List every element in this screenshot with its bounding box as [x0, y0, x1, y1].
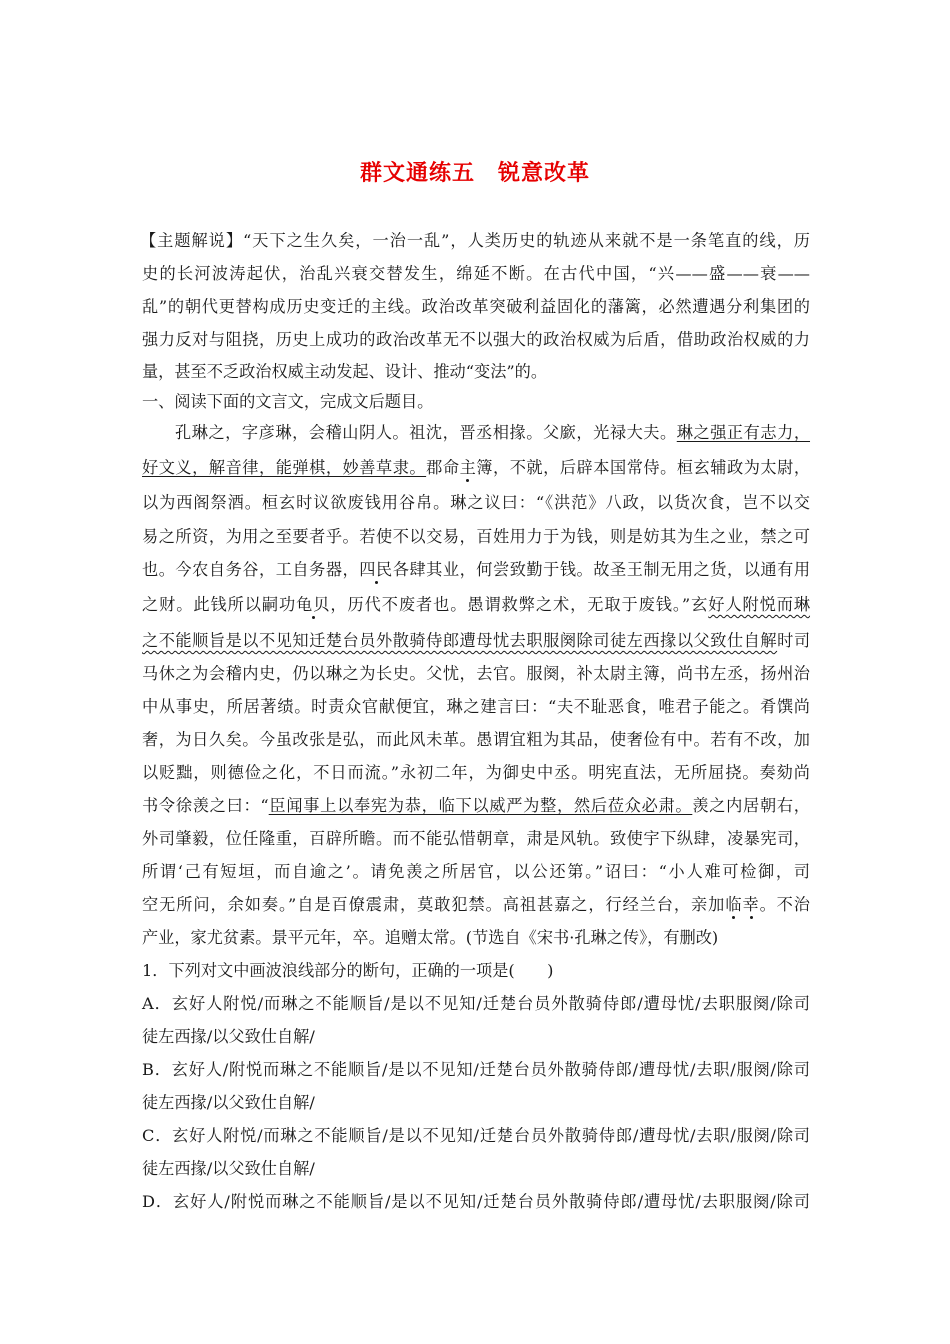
passage-line-5: 也。今农自务谷，工自务器，四民各肆其业，何尝致勤于钱。故圣王制无用之货，以通有用 [142, 560, 811, 579]
passage-line-3: 以为西阁祭酒。桓玄时议欲废钱用谷帛。琳之议曰：“《洪范》八政，以货次食，岂不以交 [142, 493, 810, 512]
underlined-sentence-2: 臣闻事上以奉宪为恭，临下以威严为整，然后莅众必肃。 [268, 796, 693, 815]
theme-line-4: 强力反对与阻挠，历史上成功的政治改革无不以强大的政治权威为后盾，借助政治权威的力 [142, 330, 810, 349]
passage-line-16: 产业，家尤贫素。景平元年，卒。追赠太常。(节选自《宋书·孔琳之传》，有删改) [142, 928, 719, 947]
passage-line-13: 外司肇毅，位任隆重，百辟所瞻。而不能弘惜朝章，肃是风轨。致使宇下纵肆，凌暴宪司， [142, 829, 810, 848]
dotted-word-lin: 临 [725, 895, 743, 914]
theme-line-5: 量，甚至不乏政治权威主动发起、设计、推动“变法”的。 [142, 362, 548, 381]
wavy-line-segment-2: 之不能顺旨是以不见知迁楚台员外散骑侍郎遭母忧去职服阕除司徒左西掾以父致仕自解 [142, 631, 778, 650]
underlined-sentence-1-cont: 好文义，解音律，能弹棋，妙善草隶。 [142, 458, 427, 477]
passage-line-7: 之不能顺旨是以不见知迁楚台员外散骑侍郎遭母忧去职服阕除司徒左西掾以父致仕自解时司 [142, 631, 811, 650]
dotted-word-zhu: 主 [459, 458, 477, 477]
theme-line-2: 史的长河波涛起伏，治乱兴衰交替发生，绵延不断。在古代中国，“兴——盛——衰—— [142, 264, 810, 283]
passage-line-9: 中从事史，所居著绩。时责众官献便宜，琳之建言曰：“夫不耻恶食，唯君子能之。肴馔尚 [142, 697, 810, 716]
option-c-line-1: C．玄好人附悦/而琳之不能顺旨/是以不见知/迁楚台员外散骑侍郎/遭母忧/去职/服阕/除司 [142, 1126, 810, 1145]
passage-line-1: 孔琳之，字彦琳，会稽山阴人。祖沈，晋丞相掾。父廞，光禄大夫。琳之强正有志力， [175, 423, 811, 442]
theme-line-1: 【主题解说】“天下之生久矣，一治一乱”，人类历史的轨迹从来就不是一条笔直的线，历 [140, 231, 810, 250]
passage-line-15: 空无所问，余如奏。”自是百僚震肃，莫敢犯禁。高祖甚嘉之，行经兰台，亲加临幸。不治 [142, 895, 810, 914]
underlined-sentence-1: 琳之强正有志力， [676, 423, 811, 442]
passage-line-11: 以贬黜，则德俭之化，不日而流。”永初二年，为御史中丞。明宪直法，无所屈挠。奏劾尚 [142, 763, 810, 782]
theme-label: 【主题解说】 [140, 231, 244, 250]
option-a-line-1: A．玄好人附悦/而琳之不能顺旨/是以不见知/迁楚台员外散骑侍郎/遭母忧/去职服阕/除司 [142, 994, 810, 1013]
dotted-word-simin: 四民 [359, 560, 393, 579]
passage-line-10: 奢，为日久矣。今虽改张是弘，而此风未革。愚谓宜粗为其品，使奢俭有中。若有不改，加 [142, 730, 810, 749]
passage-line-12: 书令徐羡之曰：“臣闻事上以奉宪为恭，临下以威严为整，然后莅众必肃。羡之内居朝右， [142, 796, 810, 815]
option-a-line-2: 徒左西掾/以父致仕自解/ [142, 1027, 315, 1046]
passage-line-4: 易之所资，为用之至要者乎。若使不以交易，百姓用力于为钱，则是妨其为生之业，禁之可 [142, 527, 810, 546]
option-b-line-2: 徒左西掾/以父致仕自解/ [142, 1093, 315, 1112]
passage-line-2: 好文义，解音律，能弹棋，妙善草隶。郡命主簿，不就，后辟本国常侍。桓玄辅政为太尉， [142, 458, 811, 477]
wavy-line-segment-1: 好人附悦而琳 [708, 595, 811, 614]
page-title: 群文通练五 锐意改革 [359, 160, 590, 186]
passage-line-8: 马休之为会稽内史，仍以琳之为长史。父忧，去官。服阕，补太尉主簿，尚书左丞，扬州治 [142, 664, 810, 683]
option-b-line-1: B．玄好人/附悦而琳之不能顺旨/是以不见知/迁楚台员外散骑侍郎/遭母忧/去职/服阕/除司 [142, 1060, 810, 1079]
dotted-word-xing: 幸 [742, 895, 760, 914]
section-heading: 一、阅读下面的文言文，完成文后题目。 [142, 392, 434, 411]
theme-line-3: 乱”的朝代更替构成历史变迁的主线。政治改革突破利益固化的藩篱，必然遭遇分利集团的 [142, 297, 810, 316]
passage-line-14: 所谓‘己有短垣，而自逾之’。请免羡之所居官，以公还第。”诏曰：“小人难可检御，司 [142, 862, 810, 881]
option-c-line-2: 徒左西掾/以父致仕自解/ [142, 1159, 315, 1178]
question-stem: 1．下列对文中画波浪线部分的断句，正确的一项是( ) [142, 961, 554, 980]
passage-line-6: 之财。此钱所以嗣功龟贝，历代不废者也。愚谓救弊之术，无取于废钱。”玄好人附悦而琳 [142, 595, 811, 614]
dotted-word-guibei: 龟贝 [296, 595, 331, 614]
option-d-line-1: D．玄好人/附悦而琳之不能顺旨/是以不见知/迁楚台员外散骑侍郎/遭母忧/去职服阕/除司 [142, 1192, 810, 1211]
